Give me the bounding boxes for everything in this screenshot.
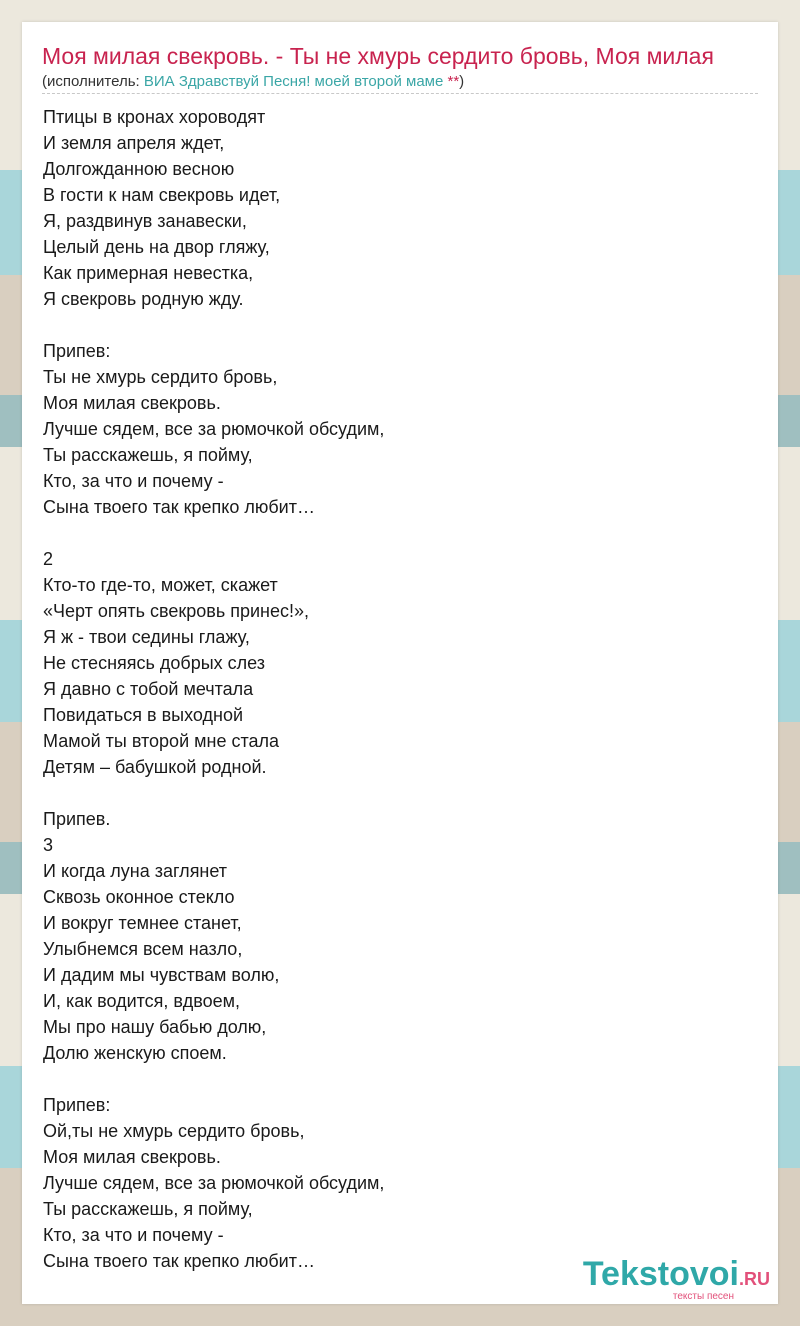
lyrics-line: Ой,ты не хмурь сердито бровь, — [43, 1121, 305, 1141]
lyrics-line: Мы про нашу бабью долю, — [43, 1017, 267, 1037]
logo-tld: .RU — [739, 1269, 770, 1289]
lyrics-line: Я, раздвинув занавески, — [43, 211, 247, 231]
logo-tagline: тексты песен — [672, 1291, 734, 1302]
lyrics-line: Долю женскую споем. — [43, 1043, 227, 1063]
lyrics-line: 2 — [43, 549, 54, 569]
lyrics-card — [22, 22, 778, 1304]
lyrics-line: Моя милая свекровь. — [43, 1147, 221, 1167]
lyrics-line: И земля апреля ждет, — [43, 133, 225, 153]
performer-suffix: ) — [459, 73, 465, 90]
lyrics-line: И вокруг темнее станет, — [43, 913, 242, 933]
lyrics-line: 3 — [43, 835, 54, 855]
divider — [42, 93, 758, 94]
lyrics-line: Сына твоего так крепко любит… — [43, 497, 315, 517]
lyrics-line: Я ж - твои седины глажу, — [43, 627, 250, 647]
lyrics-line: Целый день на двор гляжу, — [43, 237, 270, 257]
lyrics-line: Как примерная невестка, — [43, 263, 254, 283]
lyrics-line: Не стесняясь добрых слез — [43, 653, 266, 673]
lyrics-line: И когда луна заглянет — [43, 861, 228, 881]
performer-link[interactable]: ВИА Здравствуй Песня! моей второй маме — [143, 73, 444, 90]
lyrics-blank-line — [43, 520, 763, 546]
song-title: Моя милая свекровь. - Ты не хмурь сердито бровь, Моя милая — [42, 43, 714, 69]
lyrics-line: Припев. — [43, 809, 111, 829]
lyrics-body — [43, 104, 763, 1274]
performer-stars: ** — [443, 73, 460, 90]
lyrics-line: Припев: — [43, 341, 111, 361]
lyrics-line: Ты расскажешь, я пойму, — [43, 445, 253, 465]
tekstovoi-logo[interactable] — [583, 1256, 770, 1302]
lyrics-line: Ты расскажешь, я пойму, — [43, 1199, 253, 1219]
lyrics-line: Я давно с тобой мечтала — [43, 679, 254, 699]
lyrics-line: Птицы в кронах хороводят — [43, 107, 266, 127]
lyrics-line: Сына твоего так крепко любит… — [43, 1251, 315, 1271]
lyrics-line: И, как водится, вдвоем, — [43, 991, 241, 1011]
lyrics-line: Мамой ты второй мне стала — [43, 731, 280, 751]
lyrics-blank-line — [43, 780, 763, 806]
lyrics-line: Повидаться в выходной — [43, 705, 244, 725]
lyrics-line: Кто, за что и почему - — [43, 471, 224, 491]
lyrics-line: Кто, за что и почему - — [43, 1225, 224, 1245]
lyrics-line: Сквозь оконное стекло — [43, 887, 235, 907]
performer-line — [42, 72, 464, 92]
lyrics-line: Улыбнемся всем назло, — [43, 939, 243, 959]
lyrics-line: Ты не хмурь сердито бровь, — [43, 367, 278, 387]
lyrics-line: Я свекровь родную жду. — [43, 289, 244, 309]
logo-name: Tekstovoi — [582, 1255, 739, 1293]
lyrics-blank-line — [43, 312, 763, 338]
performer-prefix: (исполнитель: — [42, 73, 144, 90]
lyrics-line: Моя милая свекровь. — [43, 393, 221, 413]
lyrics-line: Кто-то где-то, может, скажет — [43, 575, 278, 595]
lyrics-line: Долгожданною весною — [43, 159, 235, 179]
lyrics-line: Лучше сядем, все за рюмочкой обсудим, — [43, 419, 385, 439]
lyrics-line: И дадим мы чувствам волю, — [43, 965, 280, 985]
lyrics-line: Детям – бабушкой родной. — [43, 757, 267, 777]
lyrics-line: «Черт опять свекровь принес!», — [43, 601, 309, 621]
lyrics-blank-line — [43, 1066, 763, 1092]
lyrics-line: В гости к нам свекровь идет, — [43, 185, 281, 205]
lyrics-line: Припев: — [43, 1095, 111, 1115]
lyrics-line: Лучше сядем, все за рюмочкой обсудим, — [43, 1173, 385, 1193]
